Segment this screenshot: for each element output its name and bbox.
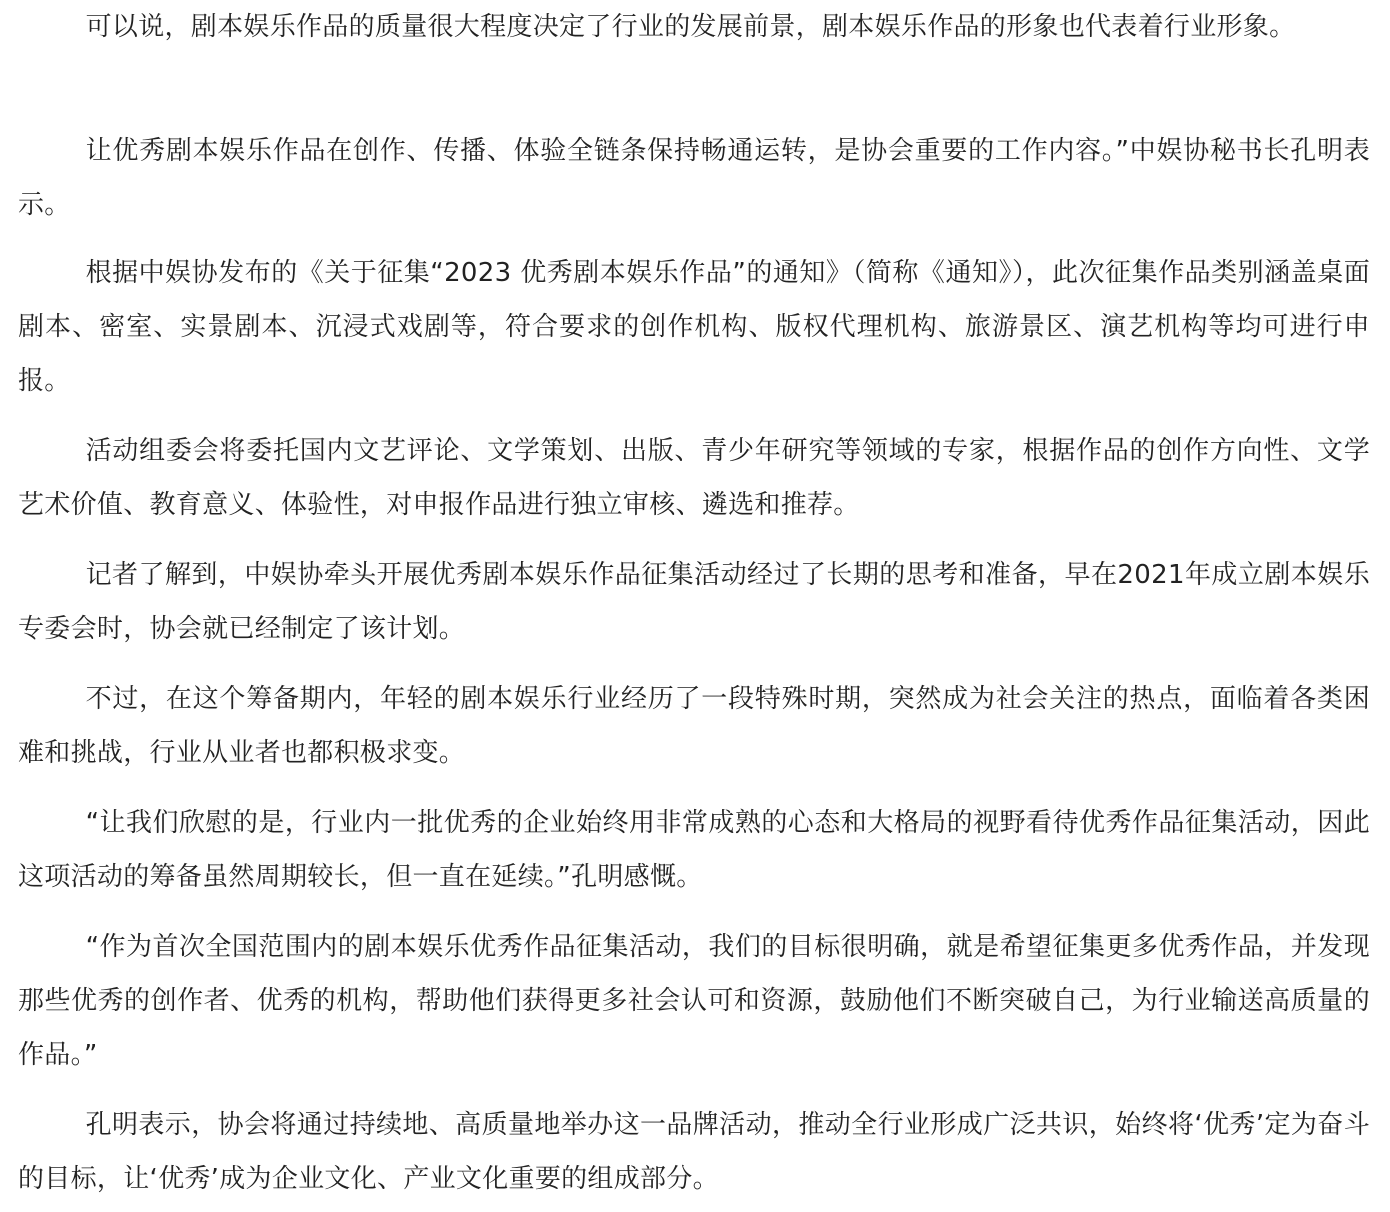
paragraph: 不过，在这个筹备期内，年轻的剧本娱乐行业经历了一段特殊时期，突然成为社会关注的热点，面临着各类困难和挑战，行业从业者也都积极求变。 (18, 684, 1370, 768)
paragraph: 可以说，剧本娱乐作品的质量很大程度决定了行业的发展前景，剧本娱乐作品的形象也代表着行业形象。 (85, 12, 1296, 42)
paragraph: 活动组委会将委托国内文艺评论、文学策划、出版、青少年研究等领域的专家，根据作品的创作方向性、文学艺术价值、教育意义、体验性，对申报作品进行独立审核、遴选和推荐。 (18, 436, 1370, 520)
paragraph: 让优秀剧本娱乐作品在创作、传播、体验全链条保持畅通运转，是协会重要的工作内容。”中娱协秘书长孔明表示。 (18, 136, 1370, 220)
paragraph: “作为首次全国范围内的剧本娱乐优秀作品征集活动，我们的目标很明确，就是希望征集更多优秀作品，并发现那些优秀的创作者、优秀的机构，帮助他们获得更多社会认可和资源，鼓励他们不断突破自己，为行业输送高质量的作品。” (18, 932, 1370, 1070)
paragraph: 根据中娱协发布的《关于征集“2023 优秀剧本娱乐作品”的通知》（简称《通知》），此次征集作品类别涵盖桌面剧本、密室、实景剧本、沉浸式戏剧等，符合要求的创作机构、版权代理机构、旅游景区、演艺机构等均可进行申报。 (18, 258, 1370, 396)
paragraph: “让我们欣慰的是，行业内一批优秀的企业始终用非常成熟的心态和大格局的视野看待优秀作品征集活动，因此这项活动的筹备虽然周期较长，但一直在延续。”孔明感慨。 (18, 808, 1370, 892)
paragraph: 孔明表示，协会将通过持续地、高质量地举办这一品牌活动，推动全行业形成广泛共识，始终将‘优秀’定为奋斗的目标，让‘优秀’成为企业文化、产业文化重要的组成部分。 (18, 1110, 1370, 1194)
paragraph: 记者了解到，中娱协牵头开展优秀剧本娱乐作品征集活动经过了长期的思考和准备，早在2021年成立剧本娱乐专委会时，协会就已经制定了该计划。 (18, 560, 1370, 644)
